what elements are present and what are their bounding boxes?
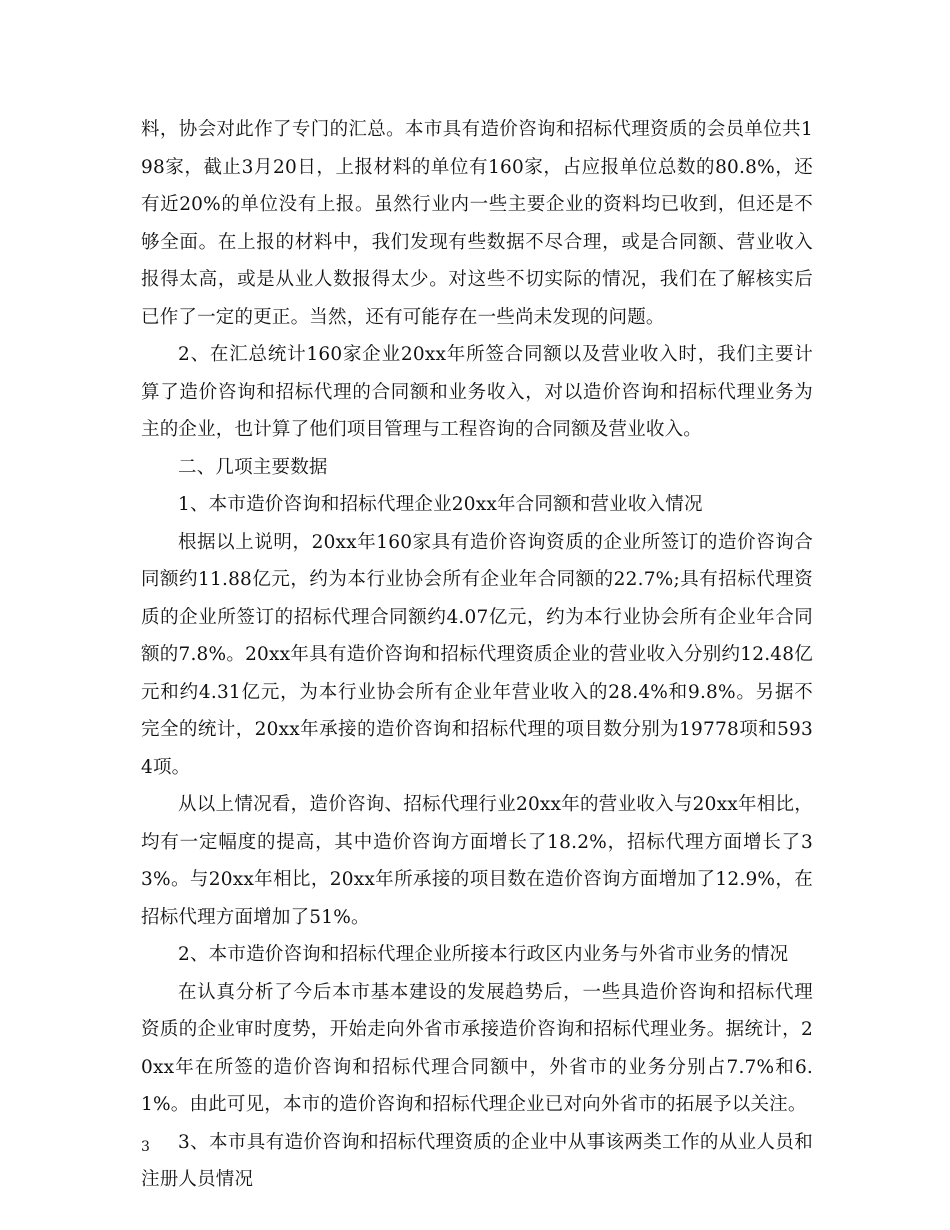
subheading-regional-business: 2、本市造价咨询和招标代理企业所接本行政区内业务与外省市业务的情况 [178, 944, 789, 965]
subheading-contract-revenue: 1、本市造价咨询和招标代理企业20xx年合同额和营业收入情况 [178, 494, 703, 515]
paragraph-contract-data: 根据以上说明，20xx年160家具有造价咨询资质的企业所签订的造价咨询合同额约11.88亿元，约为本行业协会所有企业年合同额的22.7%;具有招标代理资质的企业所签订的招标代理合同额约4.07亿元，约为本行业协会所有企业年合同额的7.8%。20xx年具有造价咨询和招标代理资质企业的营业收入分别约12.48亿元和约4.31亿元，为本行业协会所有企业年营业收入的28.4%和9.8%。另据不完全的统计，20xx年承接的造价咨询和招标代理的项目数分别为19778项和5934项。 [141, 531, 813, 778]
paragraph-note-2: 2、在汇总统计160家企业20xx年所签合同额以及营业收入时，我们主要计算了造价咨询和招标代理的合同额和业务收入，对以造价咨询和招标代理业务为主的企业，也计算了他们项目管理与工程咨询的合同额及营业收入。 [141, 344, 813, 440]
paragraph-regional-business: 在认真分析了今后本市基本建设的发展趋势后，一些具造价咨询和招标代理资质的企业审时度势，开始走向外省市承接造价咨询和招标代理业务。据统计，20xx年在所签的造价咨询和招标代理合同额中，外省市的业务分别占7.7%和6.1%。由此可见，本市的造价咨询和招标代理企业已对向外省市的拓展予以关注。 [141, 981, 813, 1115]
section-heading-main-data: 二、几项主要数据 [178, 456, 328, 478]
document-body [141, 111, 813, 1199]
paragraph-growth-analysis: 从以上情况看，造价咨询、招标代理行业20xx年的营业收入与20xx年相比，均有一定幅度的提高，其中造价咨询方面增长了18.2%，招标代理方面增长了33%。与20xx年相比，20xx年所承接的项目数在造价咨询方面增加了12.9%，在招标代理方面增加了51%。 [141, 794, 813, 928]
subheading-personnel: 3、本市具有造价咨询和招标代理资质的企业中从事该两类工作的从业人员和注册人员情况 [141, 1131, 813, 1190]
page-number: 3 [141, 1139, 150, 1155]
paragraph-continuation: 料，协会对此作了专门的汇总。本市具有造价咨询和招标代理资质的会员单位共198家，截止3月20日，上报材料的单位有160家，占应报单位总数的80.8%，还有近20%的单位没有上报。虽然行业内一些主要企业的资料均已收到，但还是不够全面。在上报的材料中，我们发现有些数据不尽合理，或是合同额、营业收入报得太高，或是从业人数报得太少。对这些不切实际的情况，我们在了解核实后已作了一定的更正。当然，还有可能存在一些尚未发现的问题。 [141, 119, 813, 328]
